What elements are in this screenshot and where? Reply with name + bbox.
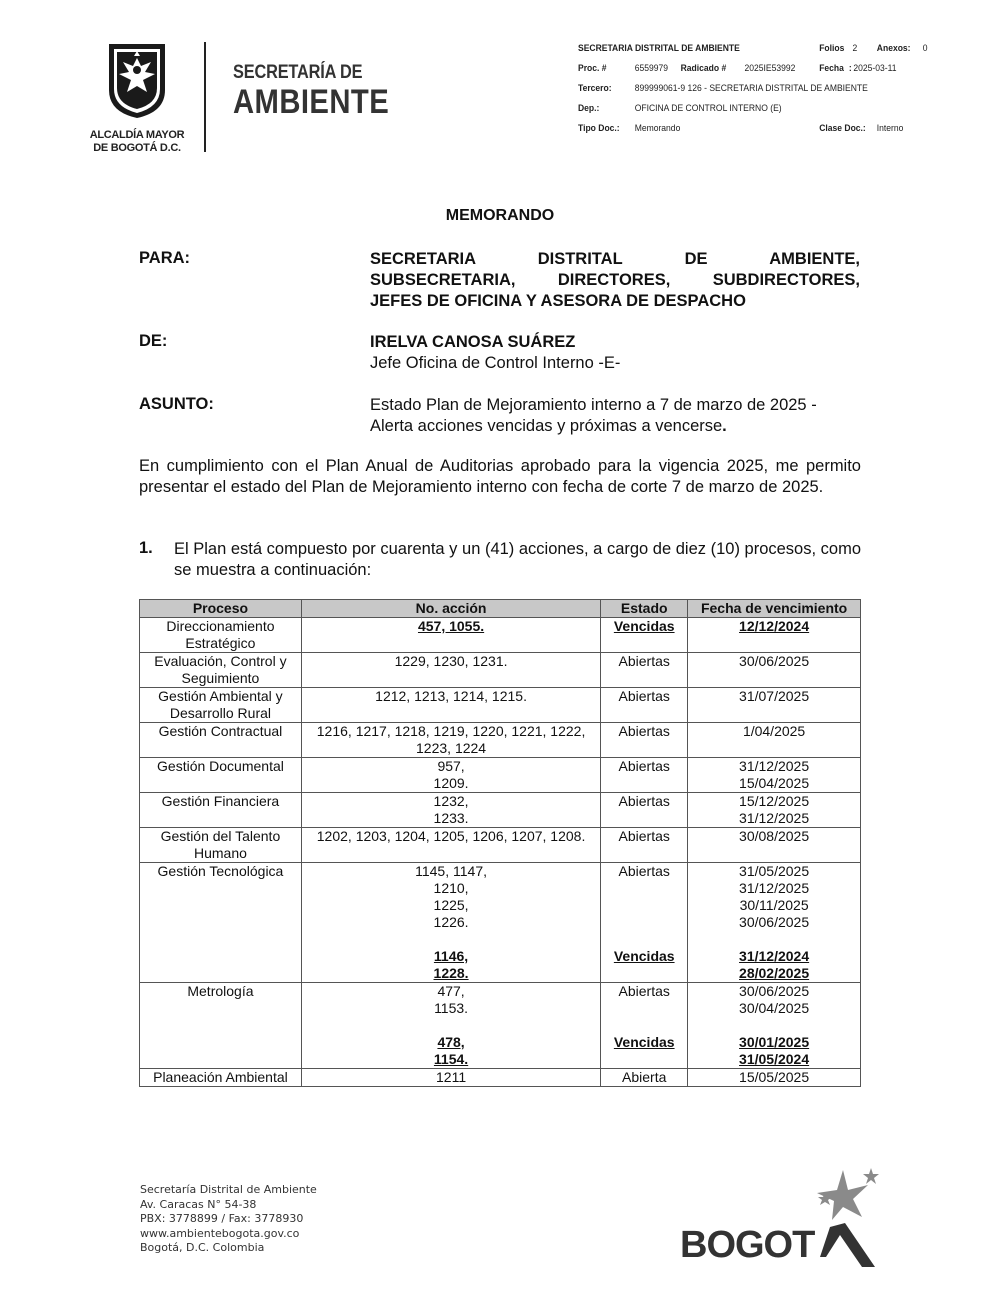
fecha-cell: 31/05/2025 31/12/2025 30/11/2025 30/06/2025 31/12/2024 28/02/2025 <box>688 863 861 983</box>
footer-line-3: PBX: 3778899 / Fax: 3778930 <box>140 1212 304 1225</box>
para-label: PARA: <box>139 249 191 267</box>
footer-website-link[interactable]: www.ambientebogota.gov.co <box>140 1226 300 1240</box>
asunto-line-2: Alerta acciones vencidas y próximas a vencerse <box>370 417 723 435</box>
memo-title: MEMORANDO <box>445 207 555 224</box>
proceso-cell: Gestión del Talento Humano <box>140 828 302 863</box>
fecha-cell: 30/06/2025 <box>688 653 861 688</box>
alcaldia-logo <box>82 40 192 155</box>
estado-cell: Abiertas <box>601 723 688 758</box>
asunto-line-1: Estado Plan de Mejoramiento interno a 7 de marzo de 2025 - <box>370 396 817 414</box>
acciones-cell: 477, 1153. 478, 1154. <box>301 983 600 1069</box>
proceso-cell: Metrología <box>140 983 302 1069</box>
estado-cell: Abiertas <box>601 828 688 863</box>
table-row <box>140 723 861 758</box>
footer-line-5: Bogotá, D.C. Colombia <box>140 1241 265 1254</box>
estado-cell: Abiertas <box>601 688 688 723</box>
asunto-label: ASUNTO: <box>139 395 214 413</box>
dep-label: Dep.: <box>578 103 600 114</box>
table-row <box>140 758 861 793</box>
estado-cell: Abiertas Vencidas <box>601 983 688 1069</box>
clase-doc-label: Clase Doc.: <box>819 123 866 134</box>
tercero-label: Tercero: <box>578 83 612 94</box>
fecha-value: 2025-03-11 <box>853 63 897 74</box>
star-icon <box>817 1168 879 1220</box>
anexos-value: 0 <box>922 43 928 54</box>
clase-doc-value: Interno <box>876 123 904 134</box>
acciones-cell: 1232, 1233. <box>301 793 600 828</box>
folios-label: Folios <box>819 43 845 54</box>
table-row <box>140 653 861 688</box>
bogota-coat-of-arms-icon <box>105 40 169 120</box>
estado-cell: Abiertas <box>601 793 688 828</box>
table-row <box>140 983 861 1069</box>
proc-label: Proc. # <box>578 63 607 74</box>
para-line-3: JEFES DE OFICINA Y ASESORA DE DESPACHO <box>370 292 746 310</box>
acciones-cell: 1212, 1213, 1214, 1215. <box>301 688 600 723</box>
dep-value: OFICINA DE CONTROL INTERNO (E) <box>634 103 782 114</box>
proceso-cell: Gestión Tecnológica <box>140 863 302 983</box>
de-sender <box>370 332 860 374</box>
acciones-cell: 1145, 1147, 1210, 1225, 1226. 1146, 1228. <box>301 863 600 983</box>
radicado-stamp: SECRETARIA DISTRITAL DE AMBIENTE Folios 2 Anexos: 0 Proc. # 6559979 Radicado # 2025IE53992 Fecha : 2025-03-11 Tercero: 899999061-9 126 - SECRETARIA DISTRITAL DE AMBIENTE Dep.: OFICINA DE CONTROL INTERNO (E) Tipo Doc.: Memorando Clase Doc.: Interno <box>578 43 928 134</box>
bogota-wordmark: BOGOT <box>680 1224 815 1266</box>
fecha-cell: 31/07/2025 <box>688 688 861 723</box>
intro-paragraph: En cumplimiento con el Plan Anual de Auditorias aprobado para la vigencia 2025, me permito presentar el estado del Plan de Mejoramiento interno con fecha de corte 7 de marzo de 2025. <box>139 457 861 496</box>
para-line-1: SECRETARIA DISTRITAL DE AMBIENTE, <box>370 250 860 268</box>
alcaldia-line-2: DE BOGOTÁ D.C. <box>93 142 181 154</box>
estado-cell: Abiertas Vencidas <box>601 863 688 983</box>
secretaria-logo-line-2: AMBIENTE <box>233 83 390 121</box>
entity-name: SECRETARIA DISTRITAL DE AMBIENTE <box>578 43 740 54</box>
proc-value: 6559979 <box>634 63 668 74</box>
logo-divider <box>204 42 206 152</box>
estado-cell: Vencidas <box>613 618 675 634</box>
fecha-cell: 12/12/2024 <box>739 618 810 634</box>
item-1-text: El Plan está compuesto por cuarenta y un (41) acciones, a cargo de diez (10) procesos, como se muestra a continuación: <box>174 540 861 579</box>
acciones-cell: 1202, 1203, 1204, 1205, 1206, 1207, 1208. <box>301 828 600 863</box>
proceso-cell: Gestión Contractual <box>140 723 302 758</box>
fecha-cell: 31/12/2025 15/04/2025 <box>688 758 861 793</box>
sender-role: Jefe Oficina de Control Interno -E- <box>370 354 621 372</box>
anexos-label: Anexos: <box>876 43 911 54</box>
estado-cell: Abiertas <box>601 653 688 688</box>
item-1-number: 1. <box>139 539 153 557</box>
footer-address <box>140 1183 317 1256</box>
radicado-label: Radicado # <box>680 63 727 74</box>
footer-line-2: Av. Caracas N° 54-38 <box>140 1197 257 1211</box>
secretaria-logo-line-1: SECRETARÍA DE <box>233 62 363 83</box>
tipo-doc-value: Memorando <box>634 123 681 134</box>
acciones-cell: 957, 1209. <box>301 758 600 793</box>
alcaldia-line-1: ALCALDÍA MAYOR <box>89 129 185 141</box>
tipo-doc-label: Tipo Doc.: <box>578 123 620 134</box>
para-line-2: SUBSECRETARIA, DIRECTORES, SUBDIRECTORES, <box>370 271 860 289</box>
proceso-cell: Gestión Documental <box>140 758 302 793</box>
acciones-cell: 457, 1055. <box>417 618 485 634</box>
fecha-cell: 15/12/2025 31/12/2025 <box>688 793 861 828</box>
proceso-cell: Gestión Financiera <box>140 793 302 828</box>
table-row <box>140 688 861 723</box>
table-row <box>140 828 861 863</box>
bogota-brand-logo <box>680 1165 885 1270</box>
proceso-cell: Evaluación, Control y Seguimiento <box>140 653 302 688</box>
tercero-value: 899999061-9 126 - SECRETARIA DISTRITAL DE AMBIENTE <box>634 83 868 94</box>
para-recipients <box>370 249 860 312</box>
folios-value: 2 <box>852 43 858 54</box>
estado-cell: Abierta <box>601 1069 688 1087</box>
table-row <box>140 863 861 983</box>
de-label: DE: <box>139 332 168 350</box>
acciones-cell: 1211 <box>301 1069 600 1087</box>
secretaria-ambiente-logo <box>233 62 415 120</box>
col-no-accion: No. acción <box>301 600 600 618</box>
table-row <box>140 618 861 653</box>
fecha-cell: 15/05/2025 <box>688 1069 861 1087</box>
fecha-label: Fecha <box>819 63 844 74</box>
radicado-value: 2025IE53992 <box>744 63 796 74</box>
footer-line-1: Secretaría Distrital de Ambiente <box>140 1183 317 1196</box>
table-row <box>140 793 861 828</box>
proceso-cell: Gestión Ambiental y Desarrollo Rural <box>140 688 302 723</box>
proceso-cell: Direccionamiento Estratégico <box>140 618 302 653</box>
table-row <box>140 1069 861 1087</box>
acciones-cell: 1229, 1230, 1231. <box>301 653 600 688</box>
col-proceso: Proceso <box>140 600 302 618</box>
col-fecha: Fecha de vencimiento <box>688 600 861 618</box>
proceso-cell: Planeación Ambiental <box>140 1069 302 1087</box>
col-estado: Estado <box>601 600 688 618</box>
action-plan-table <box>139 599 861 1087</box>
estado-cell: Abiertas <box>601 758 688 793</box>
table-header-row <box>140 600 861 618</box>
asunto-subject: Estado Plan de Mejoramiento interno a 7 de marzo de 2025 - Alerta acciones vencidas y próximas a vencerse. <box>370 395 860 437</box>
sender-name: IRELVA CANOSA SUÁREZ <box>370 333 576 351</box>
fecha-cell: 30/06/2025 30/04/2025 30/01/2025 31/05/2024 <box>688 983 861 1069</box>
fecha-cell: 30/08/2025 <box>688 828 861 863</box>
fecha-cell: 1/04/2025 <box>688 723 861 758</box>
acciones-cell: 1216, 1217, 1218, 1219, 1220, 1221, 1222, 1223, 1224 <box>301 723 600 758</box>
